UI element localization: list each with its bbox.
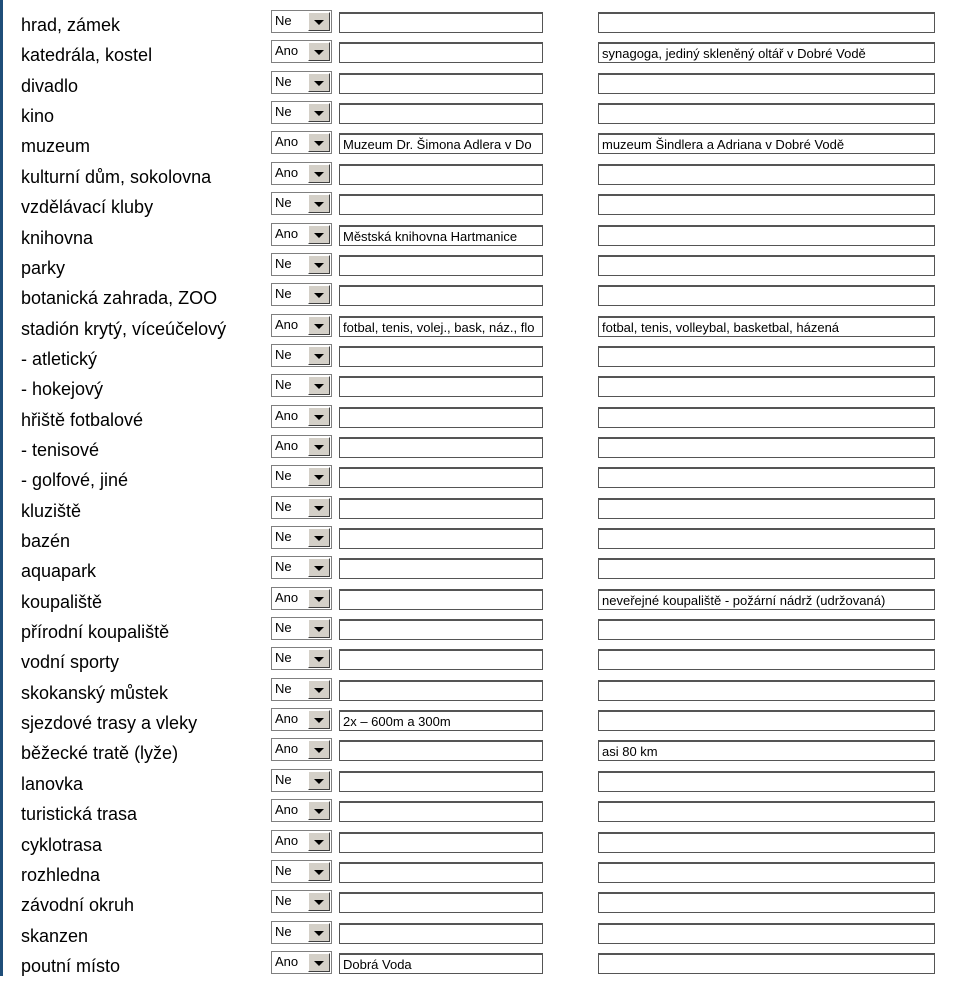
select-value: Ano (275, 164, 299, 180)
row-label: bazén (21, 531, 71, 551)
yes-no-select[interactable] (271, 314, 332, 337)
form-row (0, 40, 960, 70)
row-label: rozhledna (21, 864, 101, 885)
yes-no-select[interactable] (271, 951, 332, 974)
name-input[interactable] (339, 12, 543, 33)
form-row (0, 435, 960, 465)
dropdown-button[interactable] (308, 953, 330, 972)
name-input[interactable] (339, 164, 543, 185)
select-value: Ne (275, 862, 292, 878)
name-input[interactable] (339, 285, 543, 306)
form-row (0, 101, 960, 131)
dropdown-button[interactable] (308, 467, 330, 486)
name-input-value: fotbal, tenis, volej., bask, náz., flo (343, 319, 535, 335)
chevron-down-icon (314, 657, 324, 662)
note-input[interactable] (598, 892, 935, 913)
form-row (0, 830, 960, 860)
yes-no-select[interactable] (271, 799, 332, 822)
chevron-down-icon (314, 202, 324, 207)
chevron-down-icon (314, 566, 324, 571)
select-value: Ne (275, 923, 292, 939)
form-row (0, 253, 960, 283)
row-label: parky (21, 257, 66, 278)
select-value: Ne (275, 13, 292, 28)
dropdown-button[interactable] (308, 649, 330, 668)
row-label: muzeum (21, 136, 91, 157)
name-input[interactable] (339, 740, 543, 761)
yes-no-select[interactable] (271, 405, 332, 428)
select-value: Ano (275, 589, 299, 605)
yes-no-select[interactable] (271, 738, 332, 761)
name-input[interactable] (339, 407, 543, 428)
row-label: sjezdové trasy a vleky (21, 713, 198, 734)
name-input[interactable] (339, 528, 543, 549)
dropdown-button[interactable] (308, 42, 330, 61)
chevron-down-icon (314, 627, 324, 632)
dropdown-button[interactable] (308, 589, 330, 608)
form-row (0, 162, 960, 192)
form-row (0, 344, 960, 374)
row-label: - hokejový (21, 379, 104, 400)
form-row (0, 192, 960, 222)
dropdown-button[interactable] (308, 619, 330, 638)
chevron-down-icon (314, 81, 324, 86)
row-label: aquapark (21, 561, 97, 582)
note-input[interactable] (598, 42, 935, 63)
yes-no-select[interactable] (271, 830, 332, 853)
name-input[interactable] (339, 862, 543, 883)
dropdown-button[interactable] (308, 194, 330, 213)
note-input[interactable] (598, 649, 935, 670)
note-input[interactable] (598, 710, 935, 731)
yes-no-select[interactable] (271, 617, 332, 640)
form-row (0, 921, 960, 951)
dropdown-button[interactable] (308, 346, 330, 365)
form-row (0, 71, 960, 101)
name-input[interactable] (339, 619, 543, 640)
note-input-value: asi 80 km (602, 744, 658, 760)
select-value: Ano (275, 711, 299, 727)
select-value: Ne (275, 529, 292, 544)
form-row (0, 496, 960, 526)
row-label: - golfové, jiné (21, 470, 129, 491)
form-row (0, 10, 960, 40)
select-value: Ano (275, 134, 299, 150)
name-input[interactable] (339, 953, 543, 974)
chevron-down-icon (314, 263, 324, 268)
form-row (0, 617, 960, 647)
row-label: lanovka (21, 773, 84, 794)
chevron-down-icon (314, 354, 324, 359)
form-row (0, 860, 960, 890)
dropdown-button[interactable] (308, 255, 330, 274)
name-input[interactable] (339, 103, 543, 124)
name-input[interactable] (339, 892, 543, 913)
row-label: hrad, zámek (21, 15, 121, 35)
dropdown-button[interactable] (308, 862, 330, 881)
chevron-down-icon (314, 475, 324, 480)
name-input-value: Muzeum Dr. Šimona Adlera v Do (343, 137, 532, 153)
form-row (0, 587, 960, 617)
chevron-down-icon (314, 748, 324, 753)
note-input[interactable] (598, 407, 935, 428)
select-value: Ano (275, 802, 299, 818)
dropdown-button[interactable] (308, 680, 330, 699)
note-input-value: neveřejné koupaliště - požární nádrž (udržovaná) (602, 592, 886, 608)
note-input[interactable] (598, 832, 935, 853)
row-label: vzdělávací kluby (21, 197, 154, 218)
form-row (0, 769, 960, 799)
form-row (0, 223, 960, 253)
select-value: Ne (275, 498, 292, 514)
select-value: Ne (275, 650, 292, 666)
row-label: kino (21, 106, 55, 127)
form-row (0, 526, 960, 556)
note-input[interactable] (598, 923, 935, 944)
note-input[interactable] (598, 771, 935, 792)
dropdown-button[interactable] (308, 407, 330, 426)
chevron-down-icon (314, 445, 324, 450)
select-value: Ne (275, 468, 292, 484)
note-input[interactable] (598, 133, 935, 154)
chevron-down-icon (314, 779, 324, 784)
dropdown-button[interactable] (308, 892, 330, 911)
row-label: kulturní dům, sokolovna (21, 166, 212, 187)
note-input[interactable] (598, 285, 935, 306)
dropdown-button[interactable] (308, 923, 330, 942)
select-value: Ne (275, 893, 292, 909)
chevron-down-icon (314, 20, 324, 25)
dropdown-button[interactable] (308, 832, 330, 851)
yes-no-select[interactable] (271, 890, 332, 913)
dropdown-button[interactable] (308, 801, 330, 820)
yes-no-select[interactable] (271, 860, 332, 883)
yes-no-select[interactable] (271, 769, 332, 792)
chevron-down-icon (314, 50, 324, 55)
select-value: Ne (275, 559, 292, 575)
chevron-down-icon (314, 961, 324, 966)
name-input[interactable] (339, 589, 543, 610)
note-input[interactable] (598, 801, 935, 822)
note-input[interactable] (598, 346, 935, 367)
dropdown-button[interactable] (308, 558, 330, 577)
dropdown-button[interactable] (308, 498, 330, 517)
name-input[interactable] (339, 801, 543, 822)
form-row (0, 405, 960, 435)
yes-no-select[interactable] (271, 253, 332, 276)
name-input[interactable] (339, 832, 543, 853)
row-label: botanická zahrada, ZOO (21, 288, 218, 309)
select-value: Ne (275, 104, 292, 120)
chevron-down-icon (314, 172, 324, 177)
name-input[interactable] (339, 498, 543, 519)
row-label: běžecké tratě (lyže) (21, 743, 179, 764)
select-value: Ano (275, 407, 299, 423)
dropdown-button[interactable] (308, 710, 330, 729)
name-input[interactable] (339, 467, 543, 488)
note-input[interactable] (598, 619, 935, 640)
yes-no-select[interactable] (271, 162, 332, 185)
note-input[interactable] (598, 255, 935, 276)
row-label: katedrála, kostel (21, 45, 153, 66)
name-input[interactable] (339, 316, 543, 337)
name-input[interactable] (339, 771, 543, 792)
row-label: knihovna (21, 227, 94, 248)
form-row (0, 465, 960, 495)
select-value: Ne (275, 620, 292, 635)
form-row (0, 708, 960, 738)
chevron-down-icon (314, 536, 324, 541)
row-label: poutní místo (21, 955, 121, 976)
form-row (0, 678, 960, 708)
note-input-value: fotbal, tenis, volleybal, basketbal, házená (602, 319, 840, 335)
select-value: Ne (275, 771, 292, 787)
select-value: Ano (275, 832, 299, 848)
row-label: kluziště (21, 500, 82, 521)
row-label: skanzen (21, 925, 89, 946)
note-input[interactable] (598, 862, 935, 883)
yes-no-select[interactable] (271, 10, 332, 33)
note-input[interactable] (598, 376, 935, 397)
chevron-down-icon (314, 931, 324, 936)
select-value: Ne (275, 195, 292, 211)
yes-no-select[interactable] (271, 192, 332, 215)
note-input[interactable] (598, 528, 935, 549)
row-label: divadlo (21, 75, 79, 96)
form-row (0, 738, 960, 768)
chevron-down-icon (314, 415, 324, 420)
dropdown-button[interactable] (308, 376, 330, 395)
select-value: Ne (275, 255, 292, 271)
dropdown-button[interactable] (308, 133, 330, 152)
yes-no-select[interactable] (271, 283, 332, 306)
chevron-down-icon (314, 506, 324, 511)
form-row (0, 374, 960, 404)
name-input[interactable] (339, 376, 543, 397)
chevron-down-icon (314, 233, 324, 238)
select-value: Ne (275, 73, 292, 89)
name-input[interactable] (339, 346, 543, 367)
chevron-down-icon (314, 597, 324, 602)
dropdown-button[interactable] (308, 437, 330, 456)
chevron-down-icon (314, 870, 324, 875)
dropdown-button[interactable] (308, 740, 330, 759)
chevron-down-icon (314, 809, 324, 814)
name-input[interactable] (339, 680, 543, 701)
dropdown-button[interactable] (308, 225, 330, 244)
chevron-down-icon (314, 840, 324, 845)
row-label: přírodní koupaliště (21, 622, 170, 642)
select-value: Ano (275, 316, 299, 332)
select-value: Ne (275, 346, 292, 362)
form-row (0, 556, 960, 586)
yes-no-select[interactable] (271, 223, 332, 246)
yes-no-select[interactable] (271, 465, 332, 488)
yes-no-select[interactable] (271, 708, 332, 731)
chevron-down-icon (314, 900, 324, 905)
select-value: Ne (275, 377, 292, 393)
note-input[interactable] (598, 558, 935, 579)
name-input[interactable] (339, 923, 543, 944)
dropdown-button[interactable] (308, 103, 330, 122)
name-input[interactable] (339, 558, 543, 579)
name-input-value: Městská knihovna Hartmanice (343, 228, 518, 244)
yes-no-select[interactable] (271, 131, 332, 154)
form-row (0, 951, 960, 981)
note-input-value: muzeum Šindlera a Adriana v Dobré Vodě (602, 137, 845, 153)
select-value: Ano (275, 225, 299, 241)
note-input[interactable] (598, 437, 935, 458)
row-label: - atletický (21, 348, 98, 369)
dropdown-button[interactable] (308, 316, 330, 335)
row-label: turistická trasa (21, 804, 138, 825)
row-label: závodní okruh (21, 895, 135, 916)
name-input[interactable] (339, 255, 543, 276)
note-input[interactable] (598, 73, 935, 94)
yes-no-select[interactable] (271, 71, 332, 94)
row-label: - tenisové (21, 439, 100, 460)
yes-no-select[interactable] (271, 921, 332, 944)
name-input[interactable] (339, 194, 543, 215)
name-input[interactable] (339, 649, 543, 670)
note-input[interactable] (598, 467, 935, 488)
form-row (0, 647, 960, 677)
note-input[interactable] (598, 316, 935, 337)
chevron-down-icon (314, 688, 324, 693)
form-row (0, 799, 960, 829)
select-value: Ano (275, 741, 299, 757)
row-label: vodní sporty (21, 652, 120, 673)
note-input[interactable] (598, 953, 935, 974)
row-label: cyklotrasa (21, 834, 103, 855)
yes-no-select[interactable] (271, 496, 332, 519)
note-input[interactable] (598, 680, 935, 701)
note-input[interactable] (598, 498, 935, 519)
chevron-down-icon (314, 384, 324, 389)
select-value: Ano (275, 953, 299, 969)
note-input[interactable] (598, 164, 935, 185)
name-input[interactable] (339, 710, 543, 731)
yes-no-select[interactable] (271, 101, 332, 124)
note-input[interactable] (598, 103, 935, 124)
note-input-value: synagoga, jediný skleněný oltář v Dobré Vodě (602, 46, 866, 62)
dropdown-button[interactable] (308, 12, 330, 31)
note-input[interactable] (598, 194, 935, 215)
name-input[interactable] (339, 133, 543, 154)
dropdown-button[interactable] (308, 528, 330, 547)
chevron-down-icon (314, 324, 324, 329)
note-input[interactable] (598, 12, 935, 33)
select-value: Ne (275, 286, 292, 302)
name-input[interactable] (339, 73, 543, 94)
row-label: koupaliště (21, 591, 103, 612)
row-label: hřiště fotbalové (21, 409, 144, 430)
select-value: Ano (275, 437, 299, 453)
select-value: Ano (275, 43, 299, 59)
name-input-value: Dobrá Voda (343, 956, 412, 972)
row-label: stadión krytý, víceúčelový (21, 318, 227, 339)
dropdown-button[interactable] (308, 73, 330, 92)
yes-no-select[interactable] (271, 587, 332, 610)
chevron-down-icon (314, 111, 324, 116)
yes-no-select[interactable] (271, 40, 332, 63)
chevron-down-icon (314, 141, 324, 146)
chevron-down-icon (314, 718, 324, 723)
name-input[interactable] (339, 437, 543, 458)
name-input[interactable] (339, 42, 543, 63)
yes-no-select[interactable] (271, 435, 332, 458)
yes-no-select[interactable] (271, 556, 332, 579)
yes-no-select[interactable] (271, 647, 332, 670)
row-label: skokanský můstek (21, 682, 169, 703)
yes-no-select[interactable] (271, 374, 332, 397)
form-row (0, 283, 960, 313)
form-row (0, 131, 960, 161)
name-input-value: 2x – 600m a 300m (343, 714, 451, 730)
note-input[interactable] (598, 589, 935, 610)
form-row (0, 314, 960, 344)
yes-no-select[interactable] (271, 678, 332, 701)
note-input[interactable] (598, 740, 935, 761)
name-input[interactable] (339, 225, 543, 246)
note-input[interactable] (598, 225, 935, 246)
dropdown-button[interactable] (308, 285, 330, 304)
form-row (0, 890, 960, 920)
yes-no-select[interactable] (271, 526, 332, 549)
chevron-down-icon (314, 293, 324, 298)
select-value: Ne (275, 680, 292, 696)
dropdown-button[interactable] (308, 164, 330, 183)
yes-no-select[interactable] (271, 344, 332, 367)
dropdown-button[interactable] (308, 771, 330, 790)
